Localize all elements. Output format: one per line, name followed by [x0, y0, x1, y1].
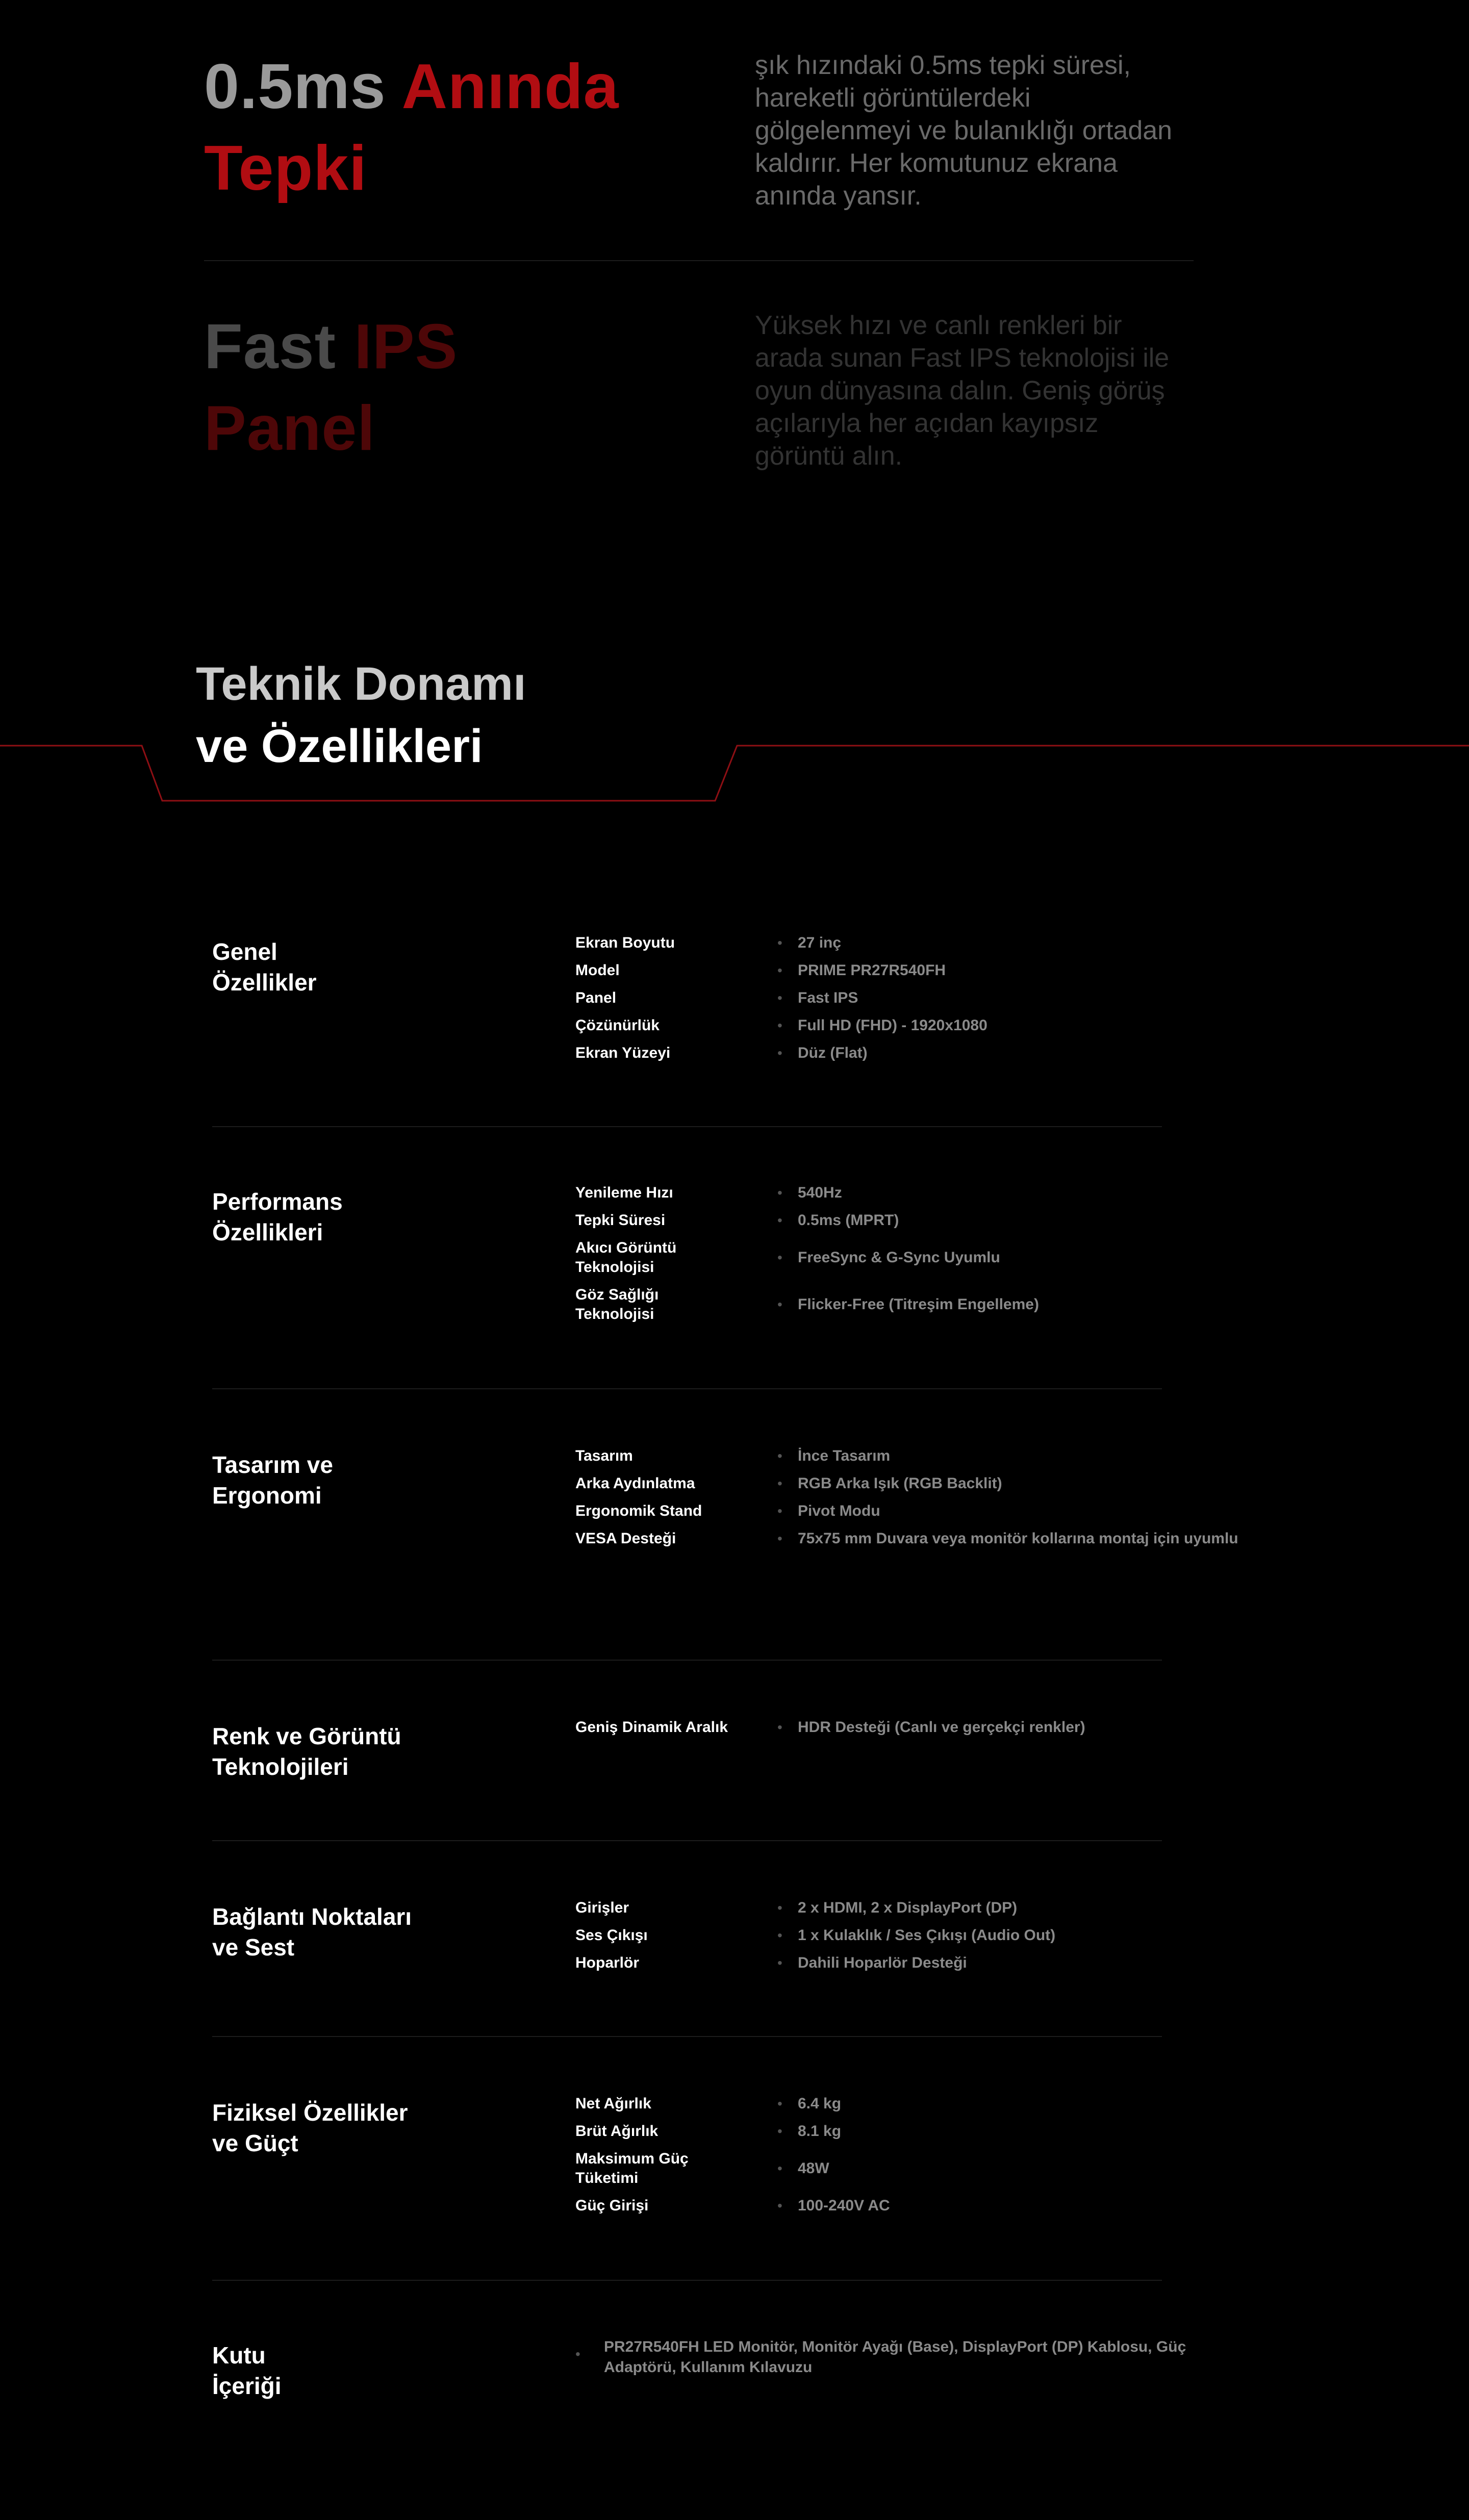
spec-row: [575, 2149, 1259, 2188]
spec-row: [575, 1238, 1259, 1277]
bullet: •: [777, 1250, 782, 1265]
spec-list: [575, 1898, 1259, 1981]
spec-row: [575, 1953, 1259, 1973]
spec-row: [575, 1183, 1259, 1203]
group-divider: [212, 2036, 1162, 2037]
bullet: •: [777, 2160, 782, 2176]
spec-key: Ekran Boyutu: [575, 934, 675, 951]
bullet: •: [777, 1185, 782, 1201]
spec-row: [575, 1446, 1259, 1466]
spec-row: [575, 1529, 1259, 1548]
spec-row: [575, 1285, 1259, 1324]
spec-value: İnce Tasarım: [798, 1447, 891, 1464]
group-title: Tasarım ve Ergonomi: [212, 1452, 333, 1509]
spec-row: [575, 1016, 1259, 1035]
feature-title-part2: IPS: [354, 312, 458, 382]
spec-key: Ergonomik Stand: [575, 1503, 702, 1519]
spec-row: [575, 1898, 1259, 1918]
spec-value: HDR Desteği (Canlı ve gerçekçi renkler): [798, 1719, 1085, 1736]
spec-list: [575, 933, 1259, 1071]
spec-value: Pivot Modu: [798, 1503, 880, 1519]
box-contents: [575, 2337, 1187, 2378]
bullet: •: [777, 1475, 782, 1491]
spec-value: Dahili Hoparlör Desteği: [798, 1954, 967, 1971]
group-divider: [212, 1660, 1162, 1661]
spec-value: 48W: [798, 2160, 829, 2177]
spec-value: 540Hz: [798, 1184, 842, 1201]
bullet: •: [777, 1719, 782, 1735]
spec-value: PRIME PR27R540FH: [798, 962, 946, 979]
spec-key: Panel: [575, 989, 617, 1006]
spec-key: Net Ağırlık: [575, 2095, 651, 2112]
spec-value: 100-240V AC: [798, 2197, 890, 2214]
spec-key: Arka Aydınlatma: [575, 1475, 695, 1492]
spec-key: Ses Çıkışı: [575, 1927, 648, 1944]
spec-row: [575, 1474, 1259, 1493]
feature-description: şık hızındaki 0.5ms tepki süresi, hareketli görüntülerdeki gölgelenmeyi ve bulanıklığı ortadan kaldırır. Her komutunuz ekrana anında yansır.: [755, 50, 1173, 211]
bullet: •: [777, 962, 782, 978]
bullet: •: [777, 1503, 782, 1519]
group-title: Bağlantı Noktaları ve Sest: [212, 1903, 412, 1961]
spec-value: 6.4 kg: [798, 2095, 842, 2112]
spec-key: Tepki Süresi: [575, 1212, 666, 1229]
spec-row: [575, 933, 1259, 953]
spec-row: [575, 1043, 1259, 1063]
spec-value: 8.1 kg: [798, 2123, 842, 2140]
spec-key: Girişler: [575, 1899, 629, 1916]
bullet: •: [777, 1927, 782, 1943]
spec-row: [575, 1211, 1259, 1230]
section-title: [196, 653, 526, 777]
spec-value: Fast IPS: [798, 989, 858, 1006]
spec-key: Güç Girişi: [575, 2197, 649, 2214]
spec-value: 2 x HDMI, 2 x DisplayPort (DP): [798, 1899, 1018, 1916]
spec-row: [575, 2094, 1259, 2114]
spec-key: Geniş Dinamik Aralık: [575, 1719, 728, 1736]
spec-row: [575, 1718, 1259, 1737]
feature-divider: [204, 260, 1194, 261]
feature-title: [204, 306, 714, 469]
feature-title-part3: Panel: [204, 393, 375, 464]
bullet: •: [777, 1045, 782, 1061]
bullet: •: [575, 2346, 580, 2362]
spec-list: [575, 1183, 1259, 1332]
spec-key: Brüt Ağırlık: [575, 2123, 658, 2140]
bullet: •: [777, 1212, 782, 1228]
bullet: •: [777, 2198, 782, 2213]
spec-row: [575, 1501, 1259, 1521]
group-title: Fiziksel Özellikler ve Güçt: [212, 2099, 408, 2156]
spec-list: [575, 1446, 1259, 1557]
bullet: •: [777, 1900, 782, 1916]
specs-section-header: [0, 648, 1469, 811]
spec-key: Ekran Yüzeyi: [575, 1045, 671, 1061]
feature-title-part1: 0.5ms: [204, 52, 402, 122]
spec-key: Göz Sağlığı Teknolojisi: [575, 1286, 659, 1322]
spec-value: Düz (Flat): [798, 1045, 868, 1061]
spec-key: Yenileme Hızı: [575, 1184, 673, 1201]
bullet: •: [777, 935, 782, 951]
bullet: •: [777, 2123, 782, 2139]
spec-list: [575, 1718, 1259, 1745]
group-title: Genel Özellikler: [212, 938, 317, 996]
spec-key: Çözünürlük: [575, 1017, 660, 1034]
spec-value: 1 x Kulaklık / Ses Çıkışı (Audio Out): [798, 1927, 1056, 1944]
spec-value: 27 inç: [798, 934, 842, 951]
spec-value: FreeSync & G-Sync Uyumlu: [798, 1249, 1000, 1266]
bullet: •: [777, 990, 782, 1006]
section-title-line1: Teknik Donamı: [196, 658, 526, 710]
spec-key: Maksimum Güç Tüketimi: [575, 2150, 689, 2186]
bullet: •: [777, 1017, 782, 1033]
group-divider: [212, 2280, 1162, 2281]
feature-title-part3: Tepki: [204, 133, 367, 203]
bullet: •: [777, 2096, 782, 2111]
spec-key: Tasarım: [575, 1447, 633, 1464]
spec-key: VESA Desteği: [575, 1530, 676, 1547]
spec-value: 75x75 mm Duvara veya monitör kollarına montaj için uyumlu: [798, 1530, 1238, 1547]
spec-row: [575, 2196, 1259, 2216]
box-contents-text: PR27R540FH LED Monitör, Monitör Ayağı (Base), DisplayPort (DP) Kablosu, Güç Adaptörü, Kullanım Kılavuzu: [604, 2338, 1186, 2376]
group-title: Performans Özellikleri: [212, 1188, 343, 1245]
feature-title-part1: Fast: [204, 312, 354, 382]
bullet: •: [777, 1531, 782, 1546]
spec-key: Akıcı Görüntü Teknolojisi: [575, 1239, 677, 1276]
spec-list: [575, 2094, 1259, 2224]
spec-row: [575, 988, 1259, 1008]
feature-title: [204, 46, 714, 209]
group-divider: [212, 1388, 1162, 1389]
feature-description: Yüksek hızı ve canlı renkleri bir arada sunan Fast IPS teknolojisi ile oyun dünyasına dalın. Geniş görüş açılarıyla her açıdan kayıpsız görüntü alın.: [755, 311, 1170, 471]
spec-key: Hoparlör: [575, 1954, 640, 1971]
spec-value: Flicker-Free (Titreşim Engelleme): [798, 1296, 1039, 1313]
spec-key: Model: [575, 962, 620, 979]
bullet: •: [777, 1296, 782, 1312]
group-title: Renk ve Görüntü Teknolojileri: [212, 1723, 401, 1780]
spec-value: Full HD (FHD) - 1920x1080: [798, 1017, 987, 1034]
feature-title-part2: Anında: [401, 52, 619, 122]
spec-value: RGB Arka Işık (RGB Backlit): [798, 1475, 1002, 1492]
spec-value: 0.5ms (MPRT): [798, 1212, 899, 1229]
group-divider: [212, 1126, 1162, 1127]
bullet: •: [777, 1448, 782, 1464]
spec-row: [575, 961, 1259, 980]
spec-row: [575, 1926, 1259, 1945]
spec-row: [575, 2122, 1259, 2141]
group-divider: [212, 1840, 1162, 1841]
group-title: Kutu İçeriği: [212, 2342, 282, 2399]
bullet: •: [777, 1955, 782, 1971]
section-title-line2: ve Özellikleri: [196, 720, 483, 772]
